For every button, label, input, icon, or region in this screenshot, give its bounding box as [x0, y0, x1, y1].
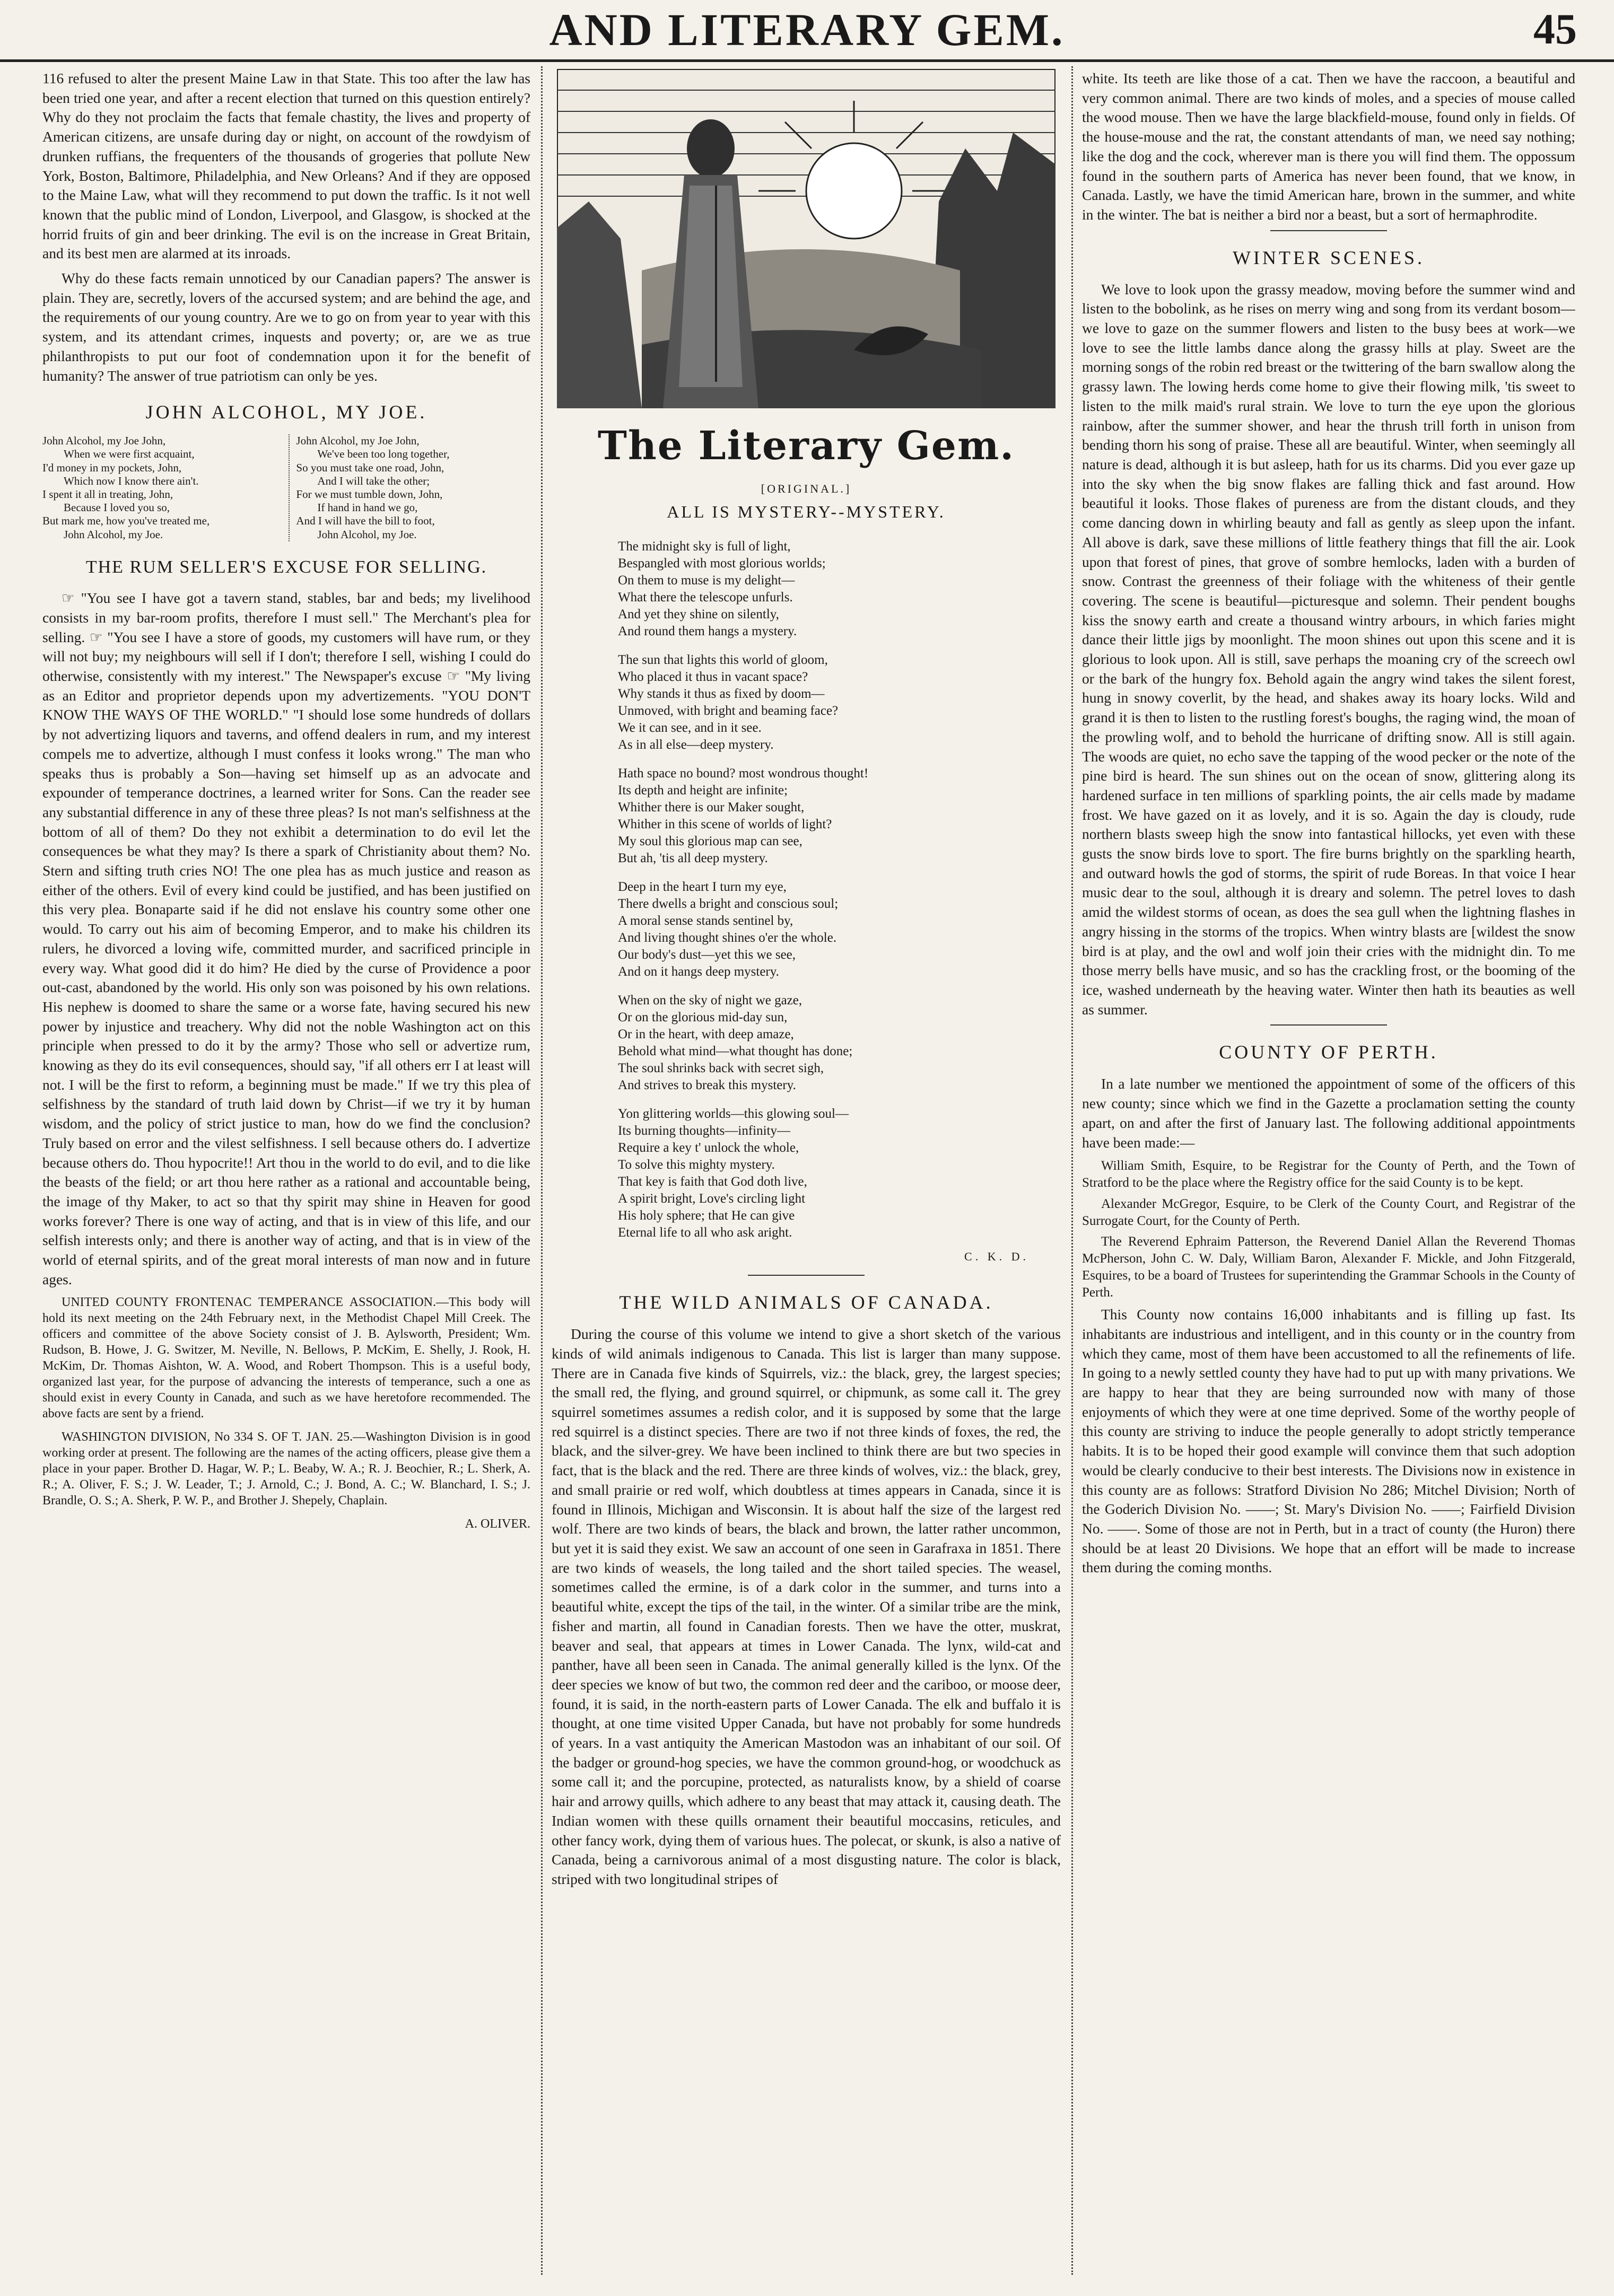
article-heading: THE WILD ANIMALS OF CANADA. — [619, 1292, 993, 1313]
poem-line: And round them hangs a mystery. — [618, 624, 797, 638]
article-heading: WINTER SCENES. — [1233, 247, 1425, 268]
poem-stanza — [618, 879, 1061, 980]
column-right — [1082, 69, 1575, 2275]
poem-line: The sun that lights this world of gloom, — [618, 652, 828, 667]
divider — [1270, 230, 1387, 231]
poem-line: Deep in the heart I turn my eye, — [618, 879, 787, 894]
poem-line: Which now I know there ain't. — [64, 474, 199, 487]
poem-line: Who placed it thus in vacant space? — [618, 669, 808, 684]
poem-line: The midnight sky is full of light, — [618, 539, 791, 554]
page-number: 45 — [1533, 5, 1577, 53]
poem-line: Or on the glorious mid-day sun, — [618, 1010, 788, 1024]
poem-line: And I will have the bill to foot, — [296, 514, 435, 528]
poem-line: But ah, 'tis all deep mystery. — [618, 851, 768, 865]
poem-line: Or in the heart, with deep amaze, — [618, 1027, 794, 1041]
poem-line: And on it hangs deep mystery. — [618, 964, 779, 979]
poem-line: John Alcohol, my Joe John, — [42, 434, 166, 448]
poem-signature: C. K. D. — [964, 1249, 1029, 1263]
poem-line: As in all else—deep mystery. — [618, 737, 774, 752]
allegorical-engraving — [557, 69, 1055, 408]
appointment-item: William Smith, Esquire, to be Registrar for the County of Perth, and the Town of Stratford to be the place where the Registry office for the said County is to be kept. — [1082, 1159, 1575, 1190]
poem-line: Its depth and height are infinite; — [618, 783, 788, 798]
poem-line: Whither in this scene of worlds of light? — [618, 817, 832, 831]
poem-line: Its burning thoughts—infinity— — [618, 1123, 790, 1138]
poem-stanza — [618, 1106, 1061, 1241]
poem-line: His holy sphere; that He can give — [618, 1208, 795, 1223]
newspaper-title: AND LITERARY GEM. — [549, 4, 1065, 55]
poem-line: John Alcohol, my Joe. — [317, 528, 417, 541]
poem-john-alcohol — [42, 434, 530, 541]
appointment-item: Alexander McGregor, Esquire, to be Clerk of the County Court, and Registrar of the Surrogate Court, for the County of Perth. — [1082, 1196, 1575, 1228]
poem-line: So you must take one road, John, — [296, 461, 444, 474]
poem-line: If hand in hand we go, — [317, 501, 418, 514]
poem-line: And strives to break this mystery. — [618, 1077, 796, 1092]
poem-line: The soul shrinks back with secret sigh, — [618, 1061, 824, 1075]
poem-line: Our body's dust—yet this we see, — [618, 947, 796, 962]
poem-line: John Alcohol, my Joe John, — [296, 434, 420, 448]
poem-line: Yon glittering worlds—this glowing soul— — [618, 1106, 849, 1121]
division-notice: WASHINGTON DIVISION, No 334 S. OF T. JAN. 25.—Washington Division is in good working order at present. The following are the names of the acting officers, please give them a place in your paper. Brother D. Hagar, W. P.; L. Beaby, W. A.; R. J. Beochier, R.; L. Sherk, A. R.; A. Oliver, F. S.; J. W. Leader, T.; J. Arnold, C.; J. Bond, A. C.; W. Blanchard, I. S.; J. Brandle, O. S.; A. Sherk, P. W. P., and Brother J. Shepely, Chaplain. — [42, 1430, 530, 1508]
article-paragraph: ☞ "You see I have got a tavern stand, stables, bar and beds; my livelihood consists in my bar-room profits, therefore I must sell." The Merchant's plea for selling. ☞ "You see I have a store of goods, my customers will have rum, or they will not buy; my neighbours will sell if I don't; therefore I sell, wishing I could do otherwise, consistently with my interest." The Newspaper's excuse ☞ "My living as an Editor and proprietor depends upon my advertizements. "YOU DON'T KNOW THE WAYS OF THE WORLD." "I should lose some hundreds of dollars by not advertizing liquors and taverns, and offend dealers in rum, and my interest compels me to advertize, although I must confess it looks wrong." The man who speaks thus is probably a Son—having set himself up as an advocate and expounder of temperance doctrines, a learned writer for Sons. Can the reader see any substantial difference in any of these three pleas? Is not man's selfishness at the bottom of all of them? Do they not exhibit a determination to do evil let the consequences be what they may? Is there a spark of Christianity about them? No. Stern and sifting truth cries NO! The one plea has as much justice and reason as either of the others. Evil of every kind could be justified, and has been justified on this very plea. Bonaparte said if he did not enslave his country some other one would. To carry out his aim of becoming Emperor, and to make his children its rulers, he divorced a loving wife, committed murder, and sacrificed principle in every way. What good did it do him? He died by the curse of Providence a poor out-cast, abandoned by the world. His only son was poisoned by his own relations. His nephew is doomed to share the same or a worse fate, having secured his new power by injustice and treachery. Why did not the noble Washington act on this principle when pressed to do it by the army? Those who sell or advertize rum, knowing as they do its evil consequences, should say, "if all others err I at least will not. I will be the first to reform, a beginning must be made." If we try this plea of selfishness by the standard of truth laid down by Christ—if we try it by human wisdom, and the policy of strict justice to man, how do we find the conclusion? Truly based on error and the vilest selfishness. I sell because others do. I advertize because others do. Thou hypocrite!! Art thou in the world to do evil, and to die like the beasts of the field; or art thou here rather as a rational and accountable being, the image of thy Maker, to act so that thy spirit may shine in Heaven for good works forever? There is one way of acting, and that is in view of this life, and our selfish interests only; and there is another way of acting, and that is in view of the world of eternal spirits, and of the great moral interests of man now and in future ages. — [42, 590, 530, 1287]
article-paragraph: 116 refused to alter the present Maine Law in that State. This too after the law has been tried one year, and after a recent election that turned on this question entirely? Why do they not proclaim the facts that female chastity, the lives and property of American citizens, are unsafe during day or night, on account of the rowdyism of drunken ruffians, the frequenters of the thousands of grogeries that pollute New York, Boston, Baltimore, Philadelphia, and New Orleans? And if they are opposed to the Maine Law, what will they recommend to put down the traffic. Is it not well known that the public mind of London, Liverpool, and Glasgow, is shocked at the horrid fruits of gin and beer drinking. The evil is on the increase in Great Britain, and its best men are alarmed at its inroads. — [42, 70, 530, 262]
poem-line: When on the sky of night we gaze, — [618, 993, 802, 1007]
divider — [748, 1275, 865, 1276]
column-divider — [1071, 66, 1073, 2275]
poem-line: Hath space no bound? most wondrous thought! — [618, 766, 869, 781]
poem-line: And living thought shines o'er the whole. — [618, 930, 837, 945]
poem-stanza — [618, 652, 1061, 753]
poem-line: And yet they shine on silently, — [618, 607, 779, 621]
poem-line: And I will take the other; — [317, 474, 430, 487]
poem-heading: JOHN ALCOHOL, MY JOE. — [145, 401, 428, 423]
article-paragraph: white. Its teeth are like those of a cat. Then we have the raccoon, a beautiful and very common animal. There are two kinds of moles, and a species of mouse called the wood mouse. Then we have the large blackfield-mouse, found only in fields. Of the house-mouse and the rat, the constant attendants of man, we need say nothing; like the dog and the cock, wherever man is there you will find them. The oppossum found in the southern parts of America has never been found, that we know, in Canada. Lastly, we have the timid American hare, brown in the summer, and white in the winter. The bat is neither a bird nor a beast, but a sort of hermaphrodite. — [1082, 70, 1575, 223]
poem-stanza — [618, 538, 1061, 640]
article-paragraph: This County now contains 16,000 inhabitants and is filling up fast. Its inhabitants are industrious and intelligent, and in this county or in the country from which they came, most of them have been accustomed to all the refinements of life. In going to a newly settled county they have had to put up with many privations. We are happy to hear that they are being surrounded now with many of those enjoyments of which they were at one time deprived. Some of the worthy people of this county are striving to induce the people generally to adopt strictly temperance habits. It is to be hoped their good example will convince them that such adoption would be clearly conducive to their best interests. The Divisions now in existence in this county are as follows: Stratford Division No 286; Mitchel Division; North of the Goderich Division No. ——; St. Mary's Division No. ——; Fairfield Division No. ——. Some of those are not in Perth, but in a tract of county (the Huron) there should be at least 20 Divisions. We hope that an effort will be made to increase them during the coming months. — [1082, 1306, 1575, 1576]
article-paragraph: During the course of this volume we intend to give a short sketch of the various kinds of wild animals indigenous to Canada. This list is larger than many suppose. There are in Canada five kinds of Squirrels, viz.: the black, grey, the largest species; the small red, the flying, and ground squirrel, or chipmunk, as some call it. The grey squirrel sometimes assumes a redish color, and it is supposed by some that the large red squirrel is a distinct species. There are two if not three kinds of foxes, the red, the black, and the silver-grey. We have been inclined to think there are but two species in fact, that is the black and the red. There are three kinds of wolves, viz.: the black, grey, and small prairie or red wolf, which doubtless at times appears in Canada, since it is found in Illinois, Michigan and Wisconsin. It is about half the size of the largest red wolf. There are two kinds of bears, the black and brown, the latter rather uncommon, but yet it is said they exist. We saw an account of one seen in Garafraxa in 1851. There are two kinds of weasels, the long tailed and the short tailed species. The weasel, sometimes called the ermine, is of a dark color in the summer, and turns into a beautiful white, except the tips of the tail, in the winter. Of a similar tribe are the mink, fisher and martin, all found in Canadian forests. Then we have the otter, muskrat, beaver and seal, that appears at times in Lower Canada. The lynx, wild-cat and panther, have all been seen in Canada. The animal generally killed is the lynx. Of the deer species we know of but two, the common red deer and the cariboo, or moose deer, found, it is said, in the north-eastern parts of Lower Canada. The elk and buffalo it is thought, at one time visited Upper Canada, but have not probably for some hundreds of years. In a vast antiquity the American Mastodon was an inhabitant of our soil. Of the badger or ground-hog species, we have the common ground-hog, or woodchuck as some call it; and the porcupine, protected, as naturalists know, by a shield of coarse hair and arrowy quills, which adhere to any beast that may attack it, causing death. The Indian women with these quills ornament their beautiful moccasins, reticules, and other fancy work, dying them of various hues. The polecat, or skunk, is also a native of Canada, being a carnivorous animal of a most disgusting nature. The color is black, striped with two longitudinal stripes of — [552, 1326, 1061, 1887]
article-paragraph: In a late number we mentioned the appointment of some of the officers of this new county; since which we find in the Gazette a proclamation setting the county apart, on and after the first of January last. The following additional appointments have been made:— — [1082, 1075, 1575, 1151]
poem-line: Whither there is our Maker sought, — [618, 800, 805, 814]
poem-right-stanza — [289, 434, 530, 541]
poem-line: When we were first acquaint, — [64, 448, 195, 461]
article-heading: THE RUM SELLER'S EXCUSE FOR SELLING. — [85, 557, 487, 577]
poem-stanza — [618, 765, 1061, 867]
section-masthead: The Literary Gem. — [597, 423, 1015, 469]
column-center — [552, 69, 1061, 2275]
poem-line: I'd money in my pockets, John, — [42, 461, 182, 474]
poem-line: We've been too long together, — [317, 448, 450, 461]
appointment-item: The Reverend Ephraim Patterson, the Reverend Daniel Allan the Reverend Thomas McPherson, John C. W. Daly, William Baron, Alexander F. Mickle, and John Fitzgerald, Esquires, to be a board of Trustees for superintending the Grammar Schools in the County of Perth. — [1082, 1234, 1575, 1300]
original-tag: [ORIGINAL.] — [761, 481, 852, 495]
column-divider — [541, 66, 543, 2275]
poem-line: We it can see, and in it see. — [618, 720, 762, 735]
column-left — [42, 69, 530, 2275]
temperance-notice: UNITED COUNTY FRONTENAC TEMPERANCE ASSOCIATION.—This body will hold its next meeting on the 24th February next, in the Methodist Chapel Mill Creek. The officers and committee of the above Society consist of J. B. Aylsworth, President; Wm. Rudson, B. Howe, J. G. Switzer, M. Neville, N. Bellows, P. McKim, E. Shelly, J. Rook, H. McKim, Dr. Thomas Aishton, W. A. Wood, and Robert Thompson. This is a useful body, organized last year, for the purpose of advancing the interests of temperance, such a one as should exist in every County in Canada, and such as we have heretofore recommended. The above facts are sent by a friend. — [42, 1295, 530, 1421]
poem-line: That key is faith that God doth live, — [618, 1174, 807, 1189]
article-paragraph: Why do these facts remain unnoticed by our Canadian papers? The answer is plain. They are, secretly, lovers of the accursed system; and are behind the age, and the requirements of our young country. Are we to go on from year to year with this system, and its attendant crimes, inquests and poverty; or, are we as true philanthropists to put our foot of condemnation upon it for the benefit of humanity? The answer of true patriotism can only be yes. — [42, 270, 530, 384]
poem-line: On them to muse is my delight— — [618, 573, 795, 588]
poem-line: Because I loved you so, — [64, 501, 170, 514]
poem-left-stanza — [42, 434, 277, 541]
poem-line: John Alcohol, my Joe. — [64, 528, 163, 541]
poem-line: Bespangled with most glorious worlds; — [618, 556, 826, 571]
poem-line: Behold what mind—what thought has done; — [618, 1044, 853, 1058]
poem-line: Unmoved, with bright and beaming face? — [618, 703, 839, 718]
poem-stanza — [618, 992, 1061, 1094]
divider — [1270, 1024, 1387, 1026]
poem-line: A spirit bright, Love's circling light — [618, 1191, 806, 1206]
poem-line: A moral sense stands sentinel by, — [618, 913, 793, 928]
poem-line: Eternal life to all who ask aright. — [618, 1225, 792, 1240]
article-heading: COUNTY OF PERTH. — [1219, 1041, 1438, 1063]
poem-line: There dwells a bright and conscious soul; — [618, 896, 839, 911]
poem-line: I spent it all in treating, John, — [42, 488, 173, 501]
poem-line: My soul this glorious map can see, — [618, 834, 802, 848]
article-paragraph: We love to look upon the grassy meadow, moving before the summer wind and listen to the bobolink, as he rises on merry wing and song from its verdant bosom—we love to gaze on the summer flowers and listen to the busy bees at work—we love to see the little lambs dance along the grassy hills at play. Sweet are the morning songs of the robin red breast or the twittering of the barn swallow along the grassy lawn. The lowing herds come home to give their flowing milk, 'tis sweet to listen to the milk maid's rural strain. We love to turn the eye upon the glorious rainbow, after the summer shower, and hear the thrush trill forth in unison from bending thorn his song of praise. These all are beautiful. Winter, when seemingly all nature is dead, although it is but asleep, hath for us its charms. Did you ever gaze up into the sky when the big snow flakes are falling thick and fast around. How beautiful it looks. Those flakes of pureness are from the distant clouds, and they come dancing down in whirling beauty and fall as gently as sleep upon the infant. All above is dark, save these millions of little feathery things that fill the air. Look upon that forest of pines, that grove of sombre hemlocks, laden with a burden of snow. Contrast the greenness of their foliage with the whiteness of their gentle covering. The scene is beautiful—picturesque and solemn. Their pendent boughs kiss the snowy earth and create a thousand wintry arbours, in which faries might dance their little jigs by moonlight. The moon shines out upon this scene and it is glorious to look upon. All is still, save perhaps the moaning cry of the screech owl or the bark of the hungry fox. Behold again the angry wind takes the silent forest, hung in snowy coverlit, by the head, and shakes away its hoary locks. Wild and grand it is then to listen to the rustling forest's boughs, the raging wind, the moan of the prowling wolf, and to behold the hurricane of drifting snow. All is still again. The woods are quiet, no echo save the tapping of the wood pecker or the note of the pine bird is heard. The sun shines out on the ocean of snow, glittering along its hardened surface in ten millions of sparkling points, the air cells made by madame frost. We have gazed on it as lovely, and it is so. Again the day is cloudy, rude northern blasts sweep high the snow into fantastical hillocks, yet even with these gusts the snow birds love to sport. The fire burns brightly on the sparkling hearth, and outward howls the god of storms, the spirit of rude Boreas. In that voice I hear music dear to the soul, although it is dreary and solemn. The petrel loves to dash amid the wildest storms of ocean, as does the sea gull when the lightning flashes in angry hissing in the storms of the tropics. When wintry blasts are [wildest the snow bird is at play, and the owl and wolf join their cries with the midnight din. To me those merry bells have music, and so has the crackling frost, or the booming of the ice, washed underneath by the heaving water. Winter then hath its beauties as well as summer. — [1082, 281, 1575, 1018]
notice-signature: A. OLIVER. — [465, 1517, 530, 1531]
masthead — [0, 0, 1614, 62]
poem-line: But mark me, how you've treated me, — [42, 514, 210, 528]
poem-line: To solve this mighty mystery. — [618, 1157, 775, 1172]
poem-line: Require a key t' unlock the whole, — [618, 1140, 799, 1155]
poem-heading: ALL IS MYSTERY--MYSTERY. — [667, 502, 946, 522]
poem-line: Why stands it thus as fixed by doom— — [618, 686, 825, 701]
poem-line: What there the telescope unfurls. — [618, 590, 793, 604]
poem-line: For we must tumble down, John, — [296, 488, 443, 501]
